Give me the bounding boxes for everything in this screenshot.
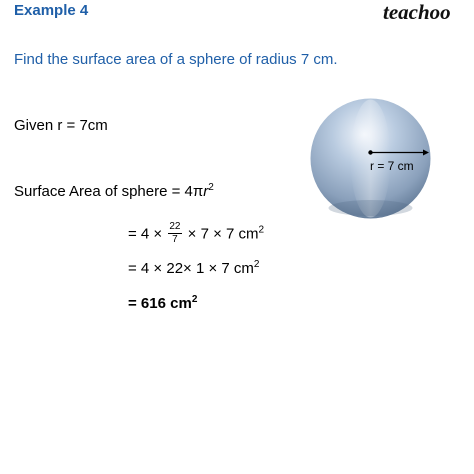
- step-1-prefix: = 4 ×: [128, 225, 163, 243]
- formula-line: [14, 182, 214, 200]
- teachoo-logo: teachoo: [383, 0, 451, 24]
- answer-exponent: 2: [191, 294, 198, 305]
- radius-label: r = 7 cm: [370, 159, 414, 173]
- given-line: Given r = 7cm: [14, 117, 108, 134]
- step-2-exponent: 2: [253, 259, 260, 270]
- formula-variable: r: [203, 183, 209, 200]
- example-heading: Example 4: [14, 2, 89, 19]
- fraction-22-over-7: [168, 221, 181, 246]
- step-1-line: [128, 222, 264, 247]
- question-text: Find the surface area of a sphere of radius 7 cm.: [14, 51, 338, 68]
- fraction-numerator: 22: [169, 221, 181, 232]
- step-1-exponent: 2: [258, 224, 265, 236]
- step-2-line: [128, 259, 259, 277]
- formula-exponent: 2: [208, 182, 214, 193]
- answer-line: [128, 294, 197, 312]
- sphere-shadow: [329, 200, 413, 216]
- formula-prefix: Surface Area of sphere = 4π: [14, 183, 204, 200]
- fraction-denominator: 7: [172, 234, 178, 245]
- step-1-suffix: × 7 × 7 cm: [187, 225, 259, 243]
- step-2-text: = 4 × 22× 1 × 7 cm: [128, 260, 254, 277]
- answer-text: = 616 cm: [128, 295, 192, 312]
